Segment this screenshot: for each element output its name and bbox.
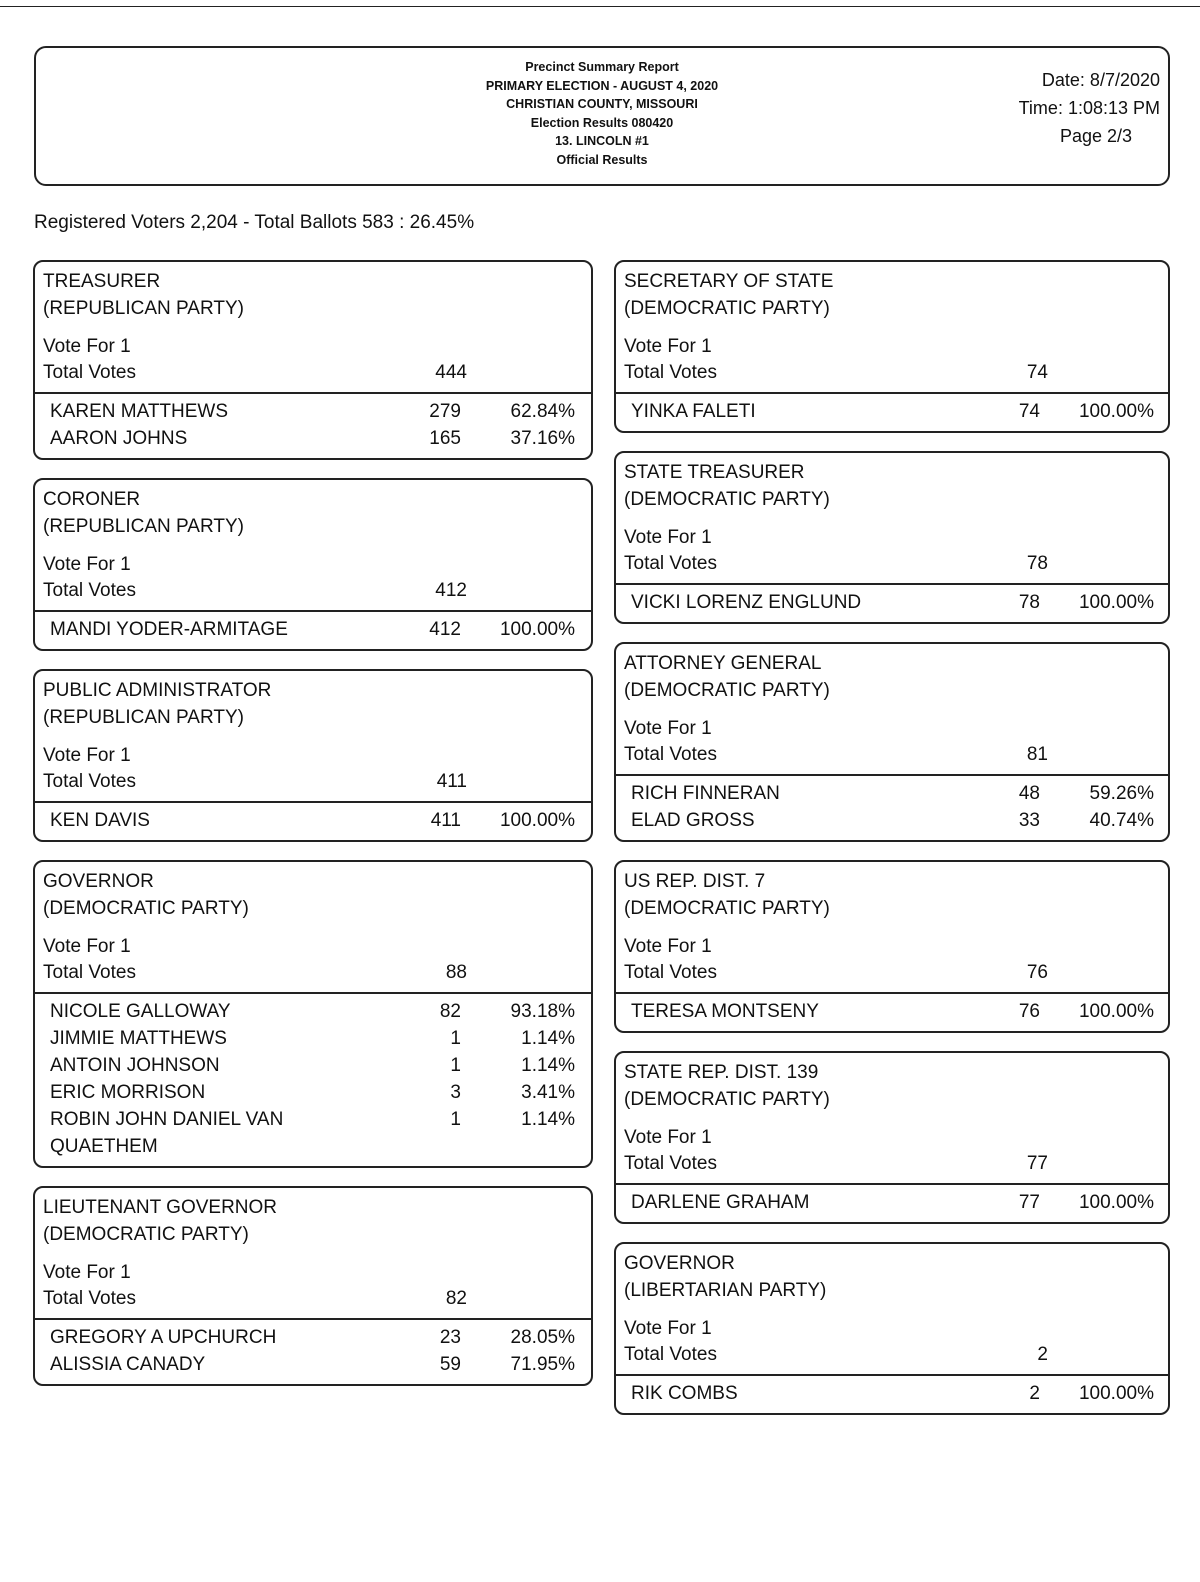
candidate-name: RICH FINNERAN bbox=[631, 783, 780, 804]
total-votes-row bbox=[624, 551, 1160, 579]
total-votes-label: Total Votes bbox=[43, 962, 136, 983]
race-header bbox=[616, 1244, 1168, 1370]
total-votes-row bbox=[624, 960, 1160, 988]
candidate-row bbox=[616, 807, 1168, 834]
report-title-block bbox=[36, 58, 1168, 169]
candidate-percent: 100.00% bbox=[1078, 1383, 1154, 1404]
candidate-name: ALISSIA CANADY bbox=[50, 1354, 206, 1375]
total-votes-value: 2 bbox=[1037, 1344, 1048, 1365]
total-votes-value: 88 bbox=[445, 962, 467, 983]
candidate-name: GREGORY A UPCHURCH bbox=[50, 1327, 277, 1348]
candidate-row bbox=[616, 780, 1168, 807]
total-votes-label: Total Votes bbox=[43, 362, 136, 383]
race-box bbox=[33, 860, 593, 1168]
candidate-percent: 62.84% bbox=[510, 401, 575, 422]
candidate-row bbox=[616, 398, 1168, 425]
total-votes-row bbox=[624, 360, 1160, 388]
candidate-name: QUAETHEM bbox=[50, 1136, 158, 1157]
candidate-row bbox=[35, 425, 591, 452]
total-votes-value: 444 bbox=[435, 362, 467, 383]
results-status: Official Results bbox=[556, 152, 648, 167]
candidate-percent: 28.05% bbox=[510, 1327, 575, 1348]
right-race-column bbox=[614, 260, 1170, 1433]
race-title: ATTORNEY GENERAL bbox=[624, 653, 822, 674]
total-votes-row bbox=[624, 1342, 1160, 1370]
turnout-summary: Registered Voters 2,204 - Total Ballots 583 : 26.45% bbox=[34, 212, 475, 233]
total-votes-row bbox=[624, 742, 1160, 770]
race-title: GOVERNOR bbox=[624, 1253, 735, 1274]
candidate-name: ELAD GROSS bbox=[631, 810, 755, 831]
candidate-percent: 37.16% bbox=[510, 428, 575, 449]
candidate-list bbox=[616, 394, 1168, 431]
total-votes-row bbox=[43, 1286, 583, 1314]
candidate-percent: 40.74% bbox=[1089, 810, 1154, 831]
candidate-row bbox=[616, 1380, 1168, 1407]
candidate-row bbox=[35, 616, 591, 643]
candidate-votes: 2 bbox=[1029, 1383, 1040, 1404]
left-race-column bbox=[33, 260, 593, 1404]
candidate-name: KEN DAVIS bbox=[50, 810, 150, 831]
race-title: CORONER bbox=[43, 489, 141, 510]
vote-for-label: Vote For 1 bbox=[624, 936, 712, 957]
race-header bbox=[616, 453, 1168, 579]
candidate-row bbox=[616, 1189, 1168, 1216]
report-title: Precinct Summary Report bbox=[525, 60, 679, 74]
total-votes-row bbox=[43, 360, 583, 388]
race-party: (LIBERTARIAN PARTY) bbox=[624, 1280, 827, 1301]
race-header bbox=[35, 671, 591, 797]
candidate-row bbox=[35, 1351, 591, 1378]
candidate-row bbox=[35, 807, 591, 834]
race-header bbox=[616, 262, 1168, 388]
race-header bbox=[35, 480, 591, 606]
candidate-percent: 100.00% bbox=[499, 619, 575, 640]
vote-for-label: Vote For 1 bbox=[624, 1127, 712, 1148]
total-votes-label: Total Votes bbox=[624, 962, 717, 983]
candidate-votes: 77 bbox=[1018, 1192, 1040, 1213]
report-date: Date: 8/7/2020 bbox=[1041, 70, 1160, 90]
candidate-percent: 1.14% bbox=[521, 1109, 575, 1130]
candidate-name: AARON JOHNS bbox=[50, 428, 188, 449]
candidate-percent: 100.00% bbox=[1078, 1001, 1154, 1022]
total-votes-value: 82 bbox=[445, 1288, 467, 1309]
candidate-row bbox=[35, 1052, 591, 1079]
race-party: (DEMOCRATIC PARTY) bbox=[43, 1224, 249, 1245]
candidate-name: ANTOIN JOHNSON bbox=[50, 1055, 220, 1076]
candidate-votes: 411 bbox=[430, 810, 461, 831]
race-title: TREASURER bbox=[43, 271, 161, 292]
total-votes-label: Total Votes bbox=[43, 580, 136, 601]
vote-for-label: Vote For 1 bbox=[624, 718, 712, 739]
candidate-list bbox=[616, 994, 1168, 1031]
candidate-name: TERESA MONTSENY bbox=[631, 1001, 819, 1022]
vote-for-label: Vote For 1 bbox=[43, 554, 131, 575]
candidate-votes bbox=[405, 1133, 461, 1160]
race-header bbox=[35, 1188, 591, 1314]
candidate-percent: 100.00% bbox=[1078, 401, 1154, 422]
vote-for-label: Vote For 1 bbox=[43, 336, 131, 357]
vote-for-label: Vote For 1 bbox=[43, 1262, 131, 1283]
candidate-votes: 279 bbox=[429, 401, 461, 422]
candidate-votes: 3 bbox=[450, 1082, 461, 1103]
total-votes-value: 74 bbox=[1026, 362, 1048, 383]
candidate-votes: 48 bbox=[1018, 783, 1040, 804]
race-box bbox=[33, 260, 593, 460]
candidate-votes: 76 bbox=[1018, 1001, 1040, 1022]
candidate-percent: 71.95% bbox=[510, 1354, 575, 1375]
candidate-name: NICOLE GALLOWAY bbox=[50, 1001, 231, 1022]
candidate-percent: 100.00% bbox=[1078, 1192, 1154, 1213]
candidate-votes: 33 bbox=[1018, 810, 1040, 831]
total-votes-value: 412 bbox=[435, 580, 467, 601]
total-votes-value: 81 bbox=[1026, 744, 1048, 765]
candidate-list bbox=[35, 1320, 591, 1384]
candidate-percent: 1.14% bbox=[521, 1055, 575, 1076]
candidate-name: ROBIN JOHN DANIEL VAN bbox=[50, 1109, 284, 1130]
report-header bbox=[34, 46, 1170, 186]
total-votes-label: Total Votes bbox=[624, 362, 717, 383]
candidate-percent: 3.41% bbox=[521, 1082, 575, 1103]
candidate-percent bbox=[461, 1133, 575, 1160]
race-party: (DEMOCRATIC PARTY) bbox=[43, 898, 249, 919]
candidate-votes: 1 bbox=[450, 1028, 461, 1049]
race-party: (REPUBLICAN PARTY) bbox=[43, 707, 244, 728]
race-party: (DEMOCRATIC PARTY) bbox=[624, 489, 830, 510]
race-box bbox=[614, 451, 1170, 624]
candidate-name: VICKI LORENZ ENGLUND bbox=[631, 592, 862, 613]
page-top-rule bbox=[0, 6, 1200, 7]
vote-for-label: Vote For 1 bbox=[624, 527, 712, 548]
total-votes-row bbox=[43, 578, 583, 606]
race-box bbox=[614, 860, 1170, 1033]
candidate-votes: 78 bbox=[1018, 592, 1040, 613]
candidate-percent: 1.14% bbox=[521, 1028, 575, 1049]
candidate-row bbox=[35, 1324, 591, 1351]
candidate-name: KAREN MATTHEWS bbox=[50, 401, 229, 422]
total-votes-row bbox=[43, 769, 583, 797]
total-votes-value: 411 bbox=[436, 771, 467, 792]
candidate-percent: 59.26% bbox=[1089, 783, 1154, 804]
candidate-row bbox=[35, 998, 591, 1025]
candidate-votes: 59 bbox=[439, 1354, 461, 1375]
candidate-percent: 100.00% bbox=[499, 810, 575, 831]
candidate-votes: 1 bbox=[450, 1109, 461, 1130]
race-header bbox=[35, 262, 591, 388]
candidate-name: ERIC MORRISON bbox=[50, 1082, 206, 1103]
county-name: CHRISTIAN COUNTY, MISSOURI bbox=[506, 97, 698, 111]
candidate-list bbox=[616, 1376, 1168, 1413]
candidate-votes: 82 bbox=[439, 1001, 461, 1022]
candidate-row bbox=[35, 1025, 591, 1052]
vote-for-label: Vote For 1 bbox=[624, 1318, 712, 1339]
race-box bbox=[614, 1242, 1170, 1415]
total-votes-row bbox=[624, 1151, 1160, 1179]
vote-for-label: Vote For 1 bbox=[43, 936, 131, 957]
candidate-list bbox=[35, 612, 591, 649]
candidate-list bbox=[616, 585, 1168, 622]
report-time: Time: 1:08:13 PM bbox=[1018, 98, 1160, 118]
candidate-row bbox=[35, 1079, 591, 1106]
total-votes-label: Total Votes bbox=[624, 1153, 717, 1174]
candidate-percent: 93.18% bbox=[510, 1001, 575, 1022]
race-party: (REPUBLICAN PARTY) bbox=[43, 516, 244, 537]
candidate-votes: 165 bbox=[429, 428, 461, 449]
candidate-row bbox=[616, 998, 1168, 1025]
candidate-list bbox=[35, 803, 591, 840]
total-votes-label: Total Votes bbox=[43, 1288, 136, 1309]
race-box bbox=[33, 669, 593, 842]
candidate-name: YINKA FALETI bbox=[631, 401, 756, 422]
results-id: Election Results 080420 bbox=[530, 115, 674, 130]
total-votes-value: 76 bbox=[1026, 962, 1048, 983]
race-box bbox=[33, 478, 593, 651]
candidate-list bbox=[35, 994, 591, 1166]
race-title: GOVERNOR bbox=[43, 871, 154, 892]
vote-for-label: Vote For 1 bbox=[624, 336, 712, 357]
candidate-row bbox=[35, 398, 591, 425]
race-box bbox=[614, 642, 1170, 842]
report-meta bbox=[1019, 66, 1160, 150]
race-title: PUBLIC ADMINISTRATOR bbox=[43, 680, 272, 701]
precinct-name: 13. LINCOLN #1 bbox=[555, 134, 649, 148]
race-party: (DEMOCRATIC PARTY) bbox=[624, 1089, 830, 1110]
candidate-list bbox=[616, 776, 1168, 840]
race-header bbox=[616, 1053, 1168, 1179]
total-votes-label: Total Votes bbox=[624, 744, 717, 765]
race-box bbox=[33, 1186, 593, 1386]
race-box bbox=[614, 1051, 1170, 1224]
total-votes-label: Total Votes bbox=[43, 771, 136, 792]
candidate-votes: 23 bbox=[439, 1327, 461, 1348]
race-header bbox=[616, 644, 1168, 770]
vote-for-label: Vote For 1 bbox=[43, 745, 131, 766]
candidate-row bbox=[35, 1106, 591, 1133]
race-header bbox=[35, 862, 591, 988]
race-title: SECRETARY OF STATE bbox=[624, 271, 834, 292]
total-votes-label: Total Votes bbox=[624, 1344, 717, 1365]
candidate-name: RIK COMBS bbox=[631, 1383, 738, 1404]
election-name: PRIMARY ELECTION - AUGUST 4, 2020 bbox=[485, 78, 719, 93]
candidate-percent: 100.00% bbox=[1078, 592, 1154, 613]
candidate-votes: 74 bbox=[1018, 401, 1040, 422]
page-number: Page 2/3 bbox=[1059, 126, 1132, 146]
candidate-votes: 412 bbox=[429, 619, 461, 640]
race-party: (DEMOCRATIC PARTY) bbox=[624, 680, 830, 701]
candidate-list bbox=[616, 1185, 1168, 1222]
race-party: (DEMOCRATIC PARTY) bbox=[624, 298, 830, 319]
race-title: US REP. DIST. 7 bbox=[624, 871, 766, 892]
total-votes-label: Total Votes bbox=[624, 553, 717, 574]
race-title: STATE REP. DIST. 139 bbox=[624, 1062, 819, 1083]
race-box bbox=[614, 260, 1170, 433]
candidate-votes: 1 bbox=[450, 1055, 461, 1076]
candidate-row bbox=[616, 589, 1168, 616]
candidate-name: DARLENE GRAHAM bbox=[631, 1192, 810, 1213]
total-votes-value: 78 bbox=[1026, 553, 1048, 574]
total-votes-value: 77 bbox=[1026, 1153, 1048, 1174]
candidate-row bbox=[35, 1133, 591, 1160]
race-party: (REPUBLICAN PARTY) bbox=[43, 298, 244, 319]
total-votes-row bbox=[43, 960, 583, 988]
candidate-name: JIMMIE MATTHEWS bbox=[50, 1028, 227, 1049]
race-header bbox=[616, 862, 1168, 988]
race-party: (DEMOCRATIC PARTY) bbox=[624, 898, 830, 919]
candidate-name: MANDI YODER-ARMITAGE bbox=[50, 619, 288, 640]
race-title: STATE TREASURER bbox=[624, 462, 805, 483]
candidate-list bbox=[35, 394, 591, 458]
race-title: LIEUTENANT GOVERNOR bbox=[43, 1197, 278, 1218]
